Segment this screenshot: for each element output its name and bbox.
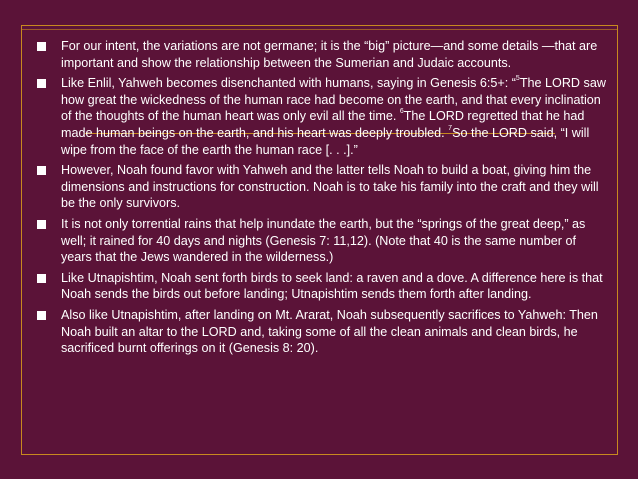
bullet-item <box>36 38 608 71</box>
square-bullet-icon <box>37 42 46 51</box>
square-bullet-icon <box>37 274 46 283</box>
verse-text: The LORD saw how great the wickedness of the human race had become on the earth, and that every inclination of the thoughts of the human heart was only evil all the time. <box>61 76 606 124</box>
bullet-text: It is not only torrential rains that help inundate the earth, but the “springs of the great deep,” as well; it rained for 40 days and nights (Genesis 7: 11,12). (Note that 40 is the same number of years that the Jews wandered in the wilderness.) <box>61 216 586 265</box>
bullet-text: For our intent, the variations are not germane; it is the “big” picture—and some details —that are important and show the relationship between the Sumerian and Judaic accounts. <box>61 39 598 70</box>
square-bullet-icon <box>37 311 46 320</box>
square-bullet-icon <box>37 220 46 229</box>
square-bullet-icon <box>37 166 46 175</box>
square-bullet-icon <box>37 79 46 88</box>
verse-number: 5 <box>515 75 520 83</box>
bullet-text: Like Utnapishtim, Noah sent forth birds to seek land: a raven and a dove. A difference here is that Noah sends the birds out before landing; Utnapishtim sends them forth after landing. <box>61 270 603 302</box>
verse-number: 6 <box>399 108 404 116</box>
bullet-text: Also like Utnapishtim, after landing on Mt. Ararat, Noah subsequently sacrifices to Yahweh: Then Noah built an altar to the LORD and, taking some of all the clean animals and clean birds, he sacrificed burnt offerings on it (Genesis 8: 20). <box>61 307 598 356</box>
verse-number: 7 <box>448 124 453 132</box>
bullet-item <box>36 162 608 212</box>
frame-inner-line <box>21 29 618 30</box>
bullet-item <box>36 75 608 158</box>
bullet-item <box>36 270 608 303</box>
bullet-text: However, Noah found favor with Yahweh and the latter tells Noah to build a boat, giving him the dimensions and instructions for construction. Noah is to take his family into the craft and they will be the only survivors. <box>61 163 599 211</box>
verse-text: So the LORD said, “I will wipe from the face of the earth the human race [. . .].” <box>61 125 590 157</box>
bullet-text-lead: Like Enlil, Yahweh becomes disenchanted with humans, saying in Genesis 6:5+: “ <box>61 76 516 91</box>
bullet-list <box>36 38 608 361</box>
verse-text: The LORD regretted that he had made human beings on the earth, and his heart was deeply troubled. <box>61 109 585 140</box>
bullet-item <box>36 216 608 266</box>
bullet-item <box>36 307 608 357</box>
